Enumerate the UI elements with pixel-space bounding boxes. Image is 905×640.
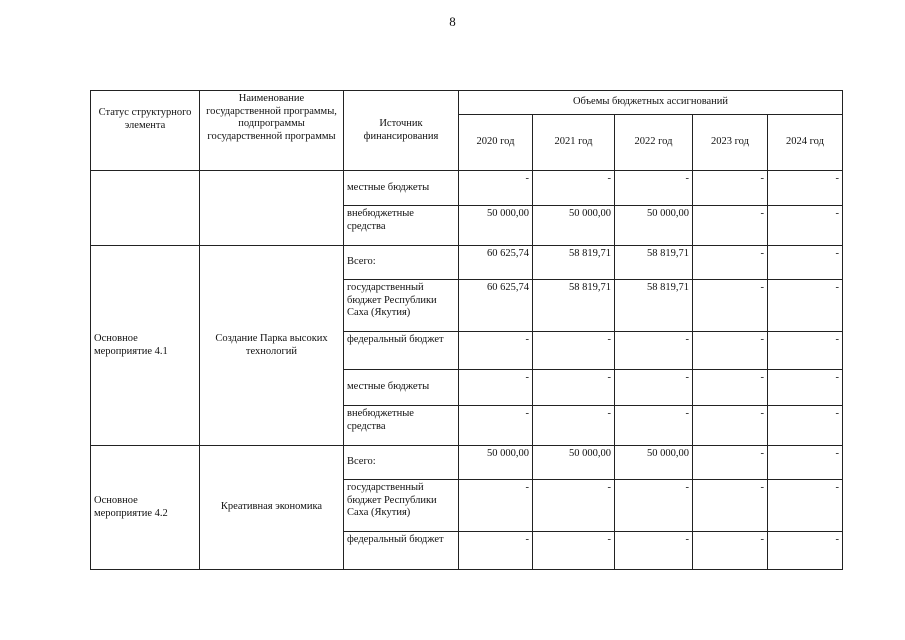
- program-cell: [200, 171, 344, 246]
- value-cell: -: [459, 480, 533, 532]
- value-cell: -: [615, 406, 693, 446]
- value-cell: -: [768, 480, 843, 532]
- status-cell: [91, 171, 200, 246]
- value-cell: -: [615, 171, 693, 206]
- program-name-cell: Создание Парка высоких технологий: [200, 246, 344, 446]
- value-cell: -: [615, 370, 693, 406]
- value-cell: -: [459, 332, 533, 370]
- value-cell: -: [693, 480, 768, 532]
- table-row: [91, 446, 843, 480]
- value-cell: -: [459, 171, 533, 206]
- table-row: [91, 171, 843, 206]
- header-source: Источник финансирования: [344, 91, 459, 171]
- value-cell: -: [533, 370, 615, 406]
- header-program: Наименование государственной программы, подпрограммы государственной программы: [200, 91, 344, 171]
- value-cell: -: [615, 332, 693, 370]
- value-cell: -: [693, 370, 768, 406]
- budget-table: [90, 90, 843, 570]
- source-cell: государственный бюджет Республики Саха (Якутия): [344, 280, 459, 332]
- value-cell: -: [459, 532, 533, 570]
- value-cell: -: [768, 370, 843, 406]
- value-cell: -: [615, 480, 693, 532]
- header-status: Статус структурного элемента: [91, 91, 200, 171]
- value-cell: 50 000,00: [533, 446, 615, 480]
- status-cell: Основное мероприятие 4.1: [91, 246, 200, 446]
- value-cell: -: [693, 280, 768, 332]
- value-cell: 58 819,71: [615, 246, 693, 280]
- value-cell: -: [693, 206, 768, 246]
- value-cell: -: [768, 171, 843, 206]
- value-cell: -: [459, 370, 533, 406]
- value-cell: 50 000,00: [615, 206, 693, 246]
- source-cell: местные бюджеты: [344, 171, 459, 206]
- value-cell: 60 625,74: [459, 280, 533, 332]
- header-year: 2022 год: [615, 115, 693, 171]
- header-year: 2021 год: [533, 115, 615, 171]
- source-cell: Всего:: [344, 246, 459, 280]
- value-cell: -: [533, 406, 615, 446]
- source-cell: внебюджетные средства: [344, 406, 459, 446]
- value-cell: -: [615, 532, 693, 570]
- value-cell: -: [768, 332, 843, 370]
- value-cell: 60 625,74: [459, 246, 533, 280]
- value-cell: -: [533, 480, 615, 532]
- value-cell: 50 000,00: [459, 446, 533, 480]
- value-cell: -: [768, 280, 843, 332]
- value-cell: -: [693, 171, 768, 206]
- value-cell: 50 000,00: [459, 206, 533, 246]
- table-row: [91, 246, 843, 280]
- header-year: 2020 год: [459, 115, 533, 171]
- header-volumes: Объемы бюджетных ассигнований: [459, 91, 843, 115]
- value-cell: 58 819,71: [615, 280, 693, 332]
- value-cell: -: [533, 332, 615, 370]
- header-year: 2023 год: [693, 115, 768, 171]
- value-cell: -: [768, 246, 843, 280]
- value-cell: 50 000,00: [533, 206, 615, 246]
- value-cell: -: [533, 171, 615, 206]
- value-cell: -: [768, 532, 843, 570]
- value-cell: -: [693, 446, 768, 480]
- value-cell: 50 000,00: [615, 446, 693, 480]
- source-cell: федеральный бюджет: [344, 332, 459, 370]
- source-cell: государственный бюджет Республики Саха (Якутия): [344, 480, 459, 532]
- value-cell: 58 819,71: [533, 280, 615, 332]
- status-cell: Основное мероприятие 4.2: [91, 446, 200, 570]
- value-cell: -: [768, 406, 843, 446]
- source-cell: местные бюджеты: [344, 370, 459, 406]
- source-cell: Всего:: [344, 446, 459, 480]
- program-name-cell: Креативная экономика: [200, 446, 344, 570]
- value-cell: -: [768, 446, 843, 480]
- header-row: [91, 91, 843, 115]
- value-cell: -: [693, 246, 768, 280]
- source-cell: внебюджетные средства: [344, 206, 459, 246]
- value-cell: -: [768, 206, 843, 246]
- value-cell: -: [693, 332, 768, 370]
- source-cell: федеральный бюджет: [344, 532, 459, 570]
- page-number: 8: [449, 14, 456, 29]
- value-cell: -: [693, 532, 768, 570]
- value-cell: -: [533, 532, 615, 570]
- value-cell: -: [459, 406, 533, 446]
- header-year: 2024 год: [768, 115, 843, 171]
- value-cell: 58 819,71: [533, 246, 615, 280]
- value-cell: -: [693, 406, 768, 446]
